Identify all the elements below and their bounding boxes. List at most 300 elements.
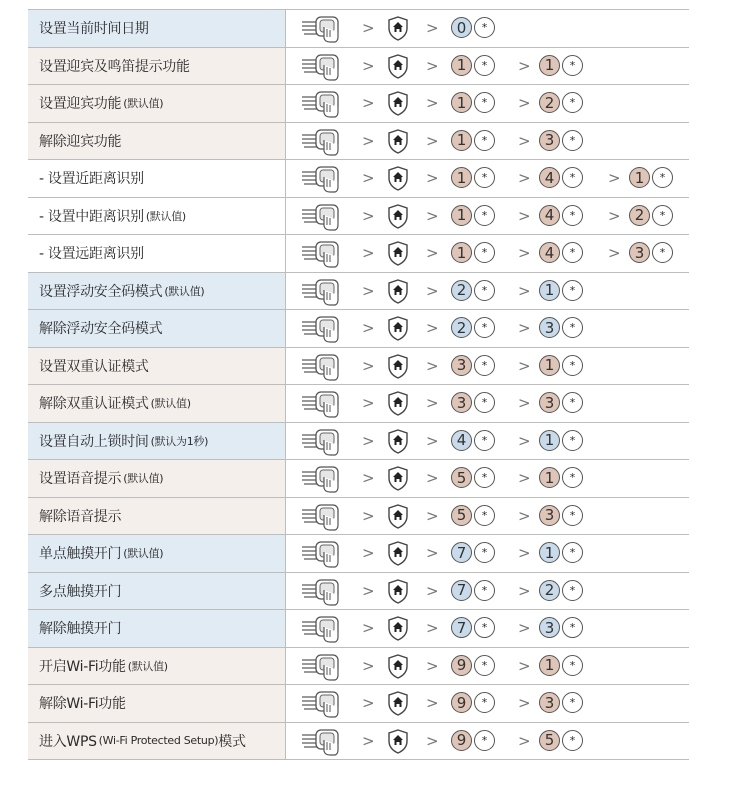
key-sequence — [286, 348, 689, 385]
home-shield-icon — [387, 654, 409, 683]
chevron-right-icon: > — [362, 731, 375, 750]
star-key: * — [474, 280, 495, 301]
table-row — [28, 123, 689, 161]
table-row — [28, 610, 689, 648]
setting-label — [28, 723, 286, 760]
key-press — [451, 617, 495, 638]
key-press — [539, 317, 583, 338]
number-key: 3 — [539, 130, 560, 151]
chevron-right-icon: > — [362, 469, 375, 487]
number-key: 2 — [539, 580, 560, 601]
table-row — [28, 685, 689, 723]
hand-touch-keypad-icon — [300, 615, 344, 647]
key-press — [451, 692, 495, 713]
setting-note: (默认值) — [145, 209, 186, 223]
number-key: 7 — [451, 617, 472, 638]
key-sequence — [286, 610, 689, 647]
key-press — [451, 655, 495, 676]
home-shield-icon — [387, 729, 409, 758]
chevron-right-icon: > — [518, 581, 531, 600]
star-key: * — [562, 355, 583, 376]
key-press — [451, 130, 495, 151]
key-sequence — [286, 10, 689, 47]
number-key: 9 — [451, 655, 472, 676]
setting-label — [28, 498, 286, 535]
star-key: * — [562, 505, 583, 526]
home-shield-icon — [387, 129, 409, 158]
key-press — [451, 505, 495, 526]
star-key: * — [562, 317, 583, 338]
number-key: 1 — [539, 467, 560, 488]
star-key: * — [474, 92, 495, 113]
key-sequence — [286, 385, 689, 422]
chevron-right-icon: > — [518, 694, 531, 712]
chevron-right-icon: > — [362, 169, 375, 187]
star-key: * — [474, 730, 495, 751]
setting-label — [28, 160, 286, 197]
setting-name: 解除Wi-Fi功能 — [39, 696, 126, 713]
chevron-right-icon: > — [362, 94, 375, 112]
key-press — [629, 242, 673, 263]
setting-name: 设置当前时间日期 — [39, 21, 149, 38]
star-key: * — [474, 505, 495, 526]
key-sequence — [286, 498, 689, 535]
chevron-right-icon: > — [518, 319, 531, 337]
chevron-right-icon: > — [362, 244, 375, 262]
table-row — [28, 10, 689, 48]
chevron-right-icon: > — [426, 394, 439, 412]
home-shield-icon — [387, 91, 409, 120]
key-press — [539, 55, 583, 76]
setting-note: (默认值) — [164, 284, 205, 298]
number-key: 2 — [539, 92, 560, 113]
key-sequence — [286, 423, 689, 460]
home-shield-icon — [387, 166, 409, 195]
star-key: * — [474, 17, 495, 38]
key-sequence — [286, 85, 689, 122]
setting-name: 设置语音提示 — [39, 471, 122, 488]
setting-note: (默认值) — [123, 472, 164, 486]
setting-label — [28, 310, 286, 347]
setting-label — [28, 648, 286, 685]
setting-name: 开启Wi-Fi功能 — [39, 658, 126, 675]
chevron-right-icon: > — [362, 656, 375, 675]
number-key: 1 — [539, 655, 560, 676]
table-row — [28, 235, 689, 273]
hand-touch-keypad-icon — [300, 653, 344, 685]
number-key: 5 — [451, 505, 472, 526]
setting-note: (默认值) — [150, 397, 191, 411]
setting-note: (Wi-Fi Protected Setup) — [98, 734, 219, 748]
home-shield-icon — [387, 691, 409, 720]
chevron-right-icon: > — [426, 506, 439, 525]
chevron-right-icon: > — [518, 206, 531, 225]
chevron-right-icon: > — [362, 431, 375, 450]
table-row — [28, 573, 689, 611]
setting-suffix: 模式 — [218, 733, 246, 750]
star-key: * — [474, 655, 495, 676]
hand-touch-keypad-icon — [300, 240, 344, 272]
home-shield-icon — [387, 504, 409, 533]
chevron-right-icon: > — [518, 56, 531, 75]
key-press — [629, 205, 673, 226]
setting-label — [28, 48, 286, 85]
star-key: * — [474, 130, 495, 151]
setting-label — [28, 348, 286, 385]
chevron-right-icon: > — [426, 544, 439, 562]
home-shield-icon — [387, 16, 409, 45]
number-key: 4 — [451, 430, 472, 451]
key-press — [451, 730, 495, 751]
key-sequence — [286, 235, 689, 272]
chevron-right-icon: > — [362, 356, 375, 375]
setting-note: (默认值) — [127, 659, 168, 673]
setting-name: 设置双重认证模式 — [39, 358, 149, 375]
table-row — [28, 273, 689, 311]
key-sequence — [286, 273, 689, 310]
hand-touch-keypad-icon — [300, 465, 344, 497]
key-press — [539, 242, 583, 263]
home-shield-icon — [387, 279, 409, 308]
key-press — [451, 542, 495, 563]
chevron-right-icon: > — [518, 94, 531, 112]
star-key: * — [474, 542, 495, 563]
key-sequence — [286, 573, 689, 610]
star-key: * — [474, 467, 495, 488]
table-row — [28, 423, 689, 461]
number-key: 2 — [451, 280, 472, 301]
hand-touch-keypad-icon — [300, 728, 344, 760]
chevron-right-icon: > — [426, 206, 439, 225]
hand-touch-keypad-icon — [300, 278, 344, 310]
setting-label — [28, 123, 286, 160]
key-press — [539, 205, 583, 226]
chevron-right-icon: > — [518, 731, 531, 750]
key-press — [451, 430, 495, 451]
key-press — [451, 17, 495, 38]
star-key: * — [562, 242, 583, 263]
setting-name: 解除触摸开门 — [39, 621, 122, 638]
hand-touch-keypad-icon — [300, 503, 344, 535]
star-key: * — [474, 242, 495, 263]
chevron-right-icon: > — [518, 244, 531, 262]
table-row — [28, 160, 689, 198]
key-press — [539, 467, 583, 488]
chevron-right-icon: > — [362, 394, 375, 412]
setting-name: 多点触摸开门 — [39, 583, 122, 600]
star-key: * — [562, 130, 583, 151]
key-press — [539, 505, 583, 526]
key-press — [451, 167, 495, 188]
hand-touch-keypad-icon — [300, 578, 344, 610]
star-key: * — [652, 242, 673, 263]
star-key: * — [474, 430, 495, 451]
home-shield-icon — [387, 616, 409, 645]
key-press — [539, 430, 583, 451]
star-key: * — [562, 430, 583, 451]
chevron-right-icon: > — [426, 244, 439, 262]
table-row — [28, 535, 689, 573]
setting-name: - 设置远距离识别 — [39, 246, 144, 263]
setting-name: 设置迎宾功能 — [39, 96, 122, 113]
table-row — [28, 723, 689, 761]
setting-name: - 设置近距离识别 — [39, 171, 144, 188]
key-press — [451, 467, 495, 488]
key-press — [451, 92, 495, 113]
chevron-right-icon: > — [426, 619, 439, 637]
number-key: 1 — [451, 167, 472, 188]
chevron-right-icon: > — [426, 356, 439, 375]
star-key: * — [474, 167, 495, 188]
setting-label — [28, 198, 286, 235]
key-press — [539, 167, 583, 188]
key-sequence — [286, 723, 689, 760]
setting-label — [28, 685, 286, 722]
setting-label — [28, 573, 286, 610]
setting-name: 进入WPS — [39, 733, 97, 750]
star-key: * — [562, 617, 583, 638]
number-key: 1 — [539, 542, 560, 563]
number-key: 3 — [451, 392, 472, 413]
key-press — [539, 580, 583, 601]
number-key: 4 — [539, 205, 560, 226]
chevron-right-icon: > — [426, 581, 439, 600]
star-key: * — [562, 580, 583, 601]
number-key: 5 — [539, 730, 560, 751]
key-press — [539, 542, 583, 563]
chevron-right-icon: > — [518, 356, 531, 375]
star-key: * — [562, 205, 583, 226]
star-key: * — [474, 355, 495, 376]
hand-touch-keypad-icon — [300, 53, 344, 85]
hand-touch-keypad-icon — [300, 353, 344, 385]
chevron-right-icon: > — [426, 731, 439, 750]
number-key: 9 — [451, 730, 472, 751]
home-shield-icon — [387, 429, 409, 458]
number-key: 1 — [539, 55, 560, 76]
key-press — [451, 392, 495, 413]
chevron-right-icon: > — [362, 506, 375, 525]
number-key: 4 — [539, 242, 560, 263]
table-row — [28, 385, 689, 423]
setting-label — [28, 610, 286, 647]
setting-note: (默认为1秒) — [150, 434, 209, 448]
number-key: 2 — [451, 317, 472, 338]
setting-name: 设置迎宾及鸣笛提示功能 — [39, 58, 190, 75]
setting-label — [28, 235, 286, 272]
chevron-right-icon: > — [362, 131, 375, 150]
setting-name: 设置浮动安全码模式 — [39, 283, 163, 300]
setting-name: 设置自动上锁时间 — [39, 433, 149, 450]
number-key: 3 — [539, 617, 560, 638]
setting-label — [28, 460, 286, 497]
home-shield-icon — [387, 204, 409, 233]
chevron-right-icon: > — [426, 131, 439, 150]
number-key: 3 — [539, 317, 560, 338]
hand-touch-keypad-icon — [300, 315, 344, 347]
key-sequence — [286, 310, 689, 347]
table-row — [28, 48, 689, 86]
hand-touch-keypad-icon — [300, 203, 344, 235]
chevron-right-icon: > — [518, 619, 531, 637]
hand-touch-keypad-icon — [300, 15, 344, 47]
home-shield-icon — [387, 241, 409, 270]
chevron-right-icon: > — [426, 169, 439, 187]
number-key: 3 — [629, 242, 650, 263]
chevron-right-icon: > — [362, 544, 375, 562]
key-sequence — [286, 535, 689, 572]
key-press — [539, 130, 583, 151]
chevron-right-icon: > — [426, 469, 439, 487]
key-press — [539, 730, 583, 751]
setting-label — [28, 423, 286, 460]
number-key: 1 — [451, 55, 472, 76]
key-press — [451, 580, 495, 601]
chevron-right-icon: > — [518, 506, 531, 525]
star-key: * — [474, 580, 495, 601]
number-key: 3 — [539, 392, 560, 413]
setting-label — [28, 85, 286, 122]
number-key: 3 — [539, 505, 560, 526]
star-key: * — [562, 92, 583, 113]
number-key: 1 — [539, 355, 560, 376]
key-sequence — [286, 123, 689, 160]
setting-label — [28, 273, 286, 310]
chevron-right-icon: > — [426, 19, 439, 37]
star-key: * — [562, 692, 583, 713]
chevron-right-icon: > — [362, 56, 375, 75]
setting-label — [28, 385, 286, 422]
key-press — [539, 655, 583, 676]
key-sequence — [286, 160, 689, 197]
chevron-right-icon: > — [426, 56, 439, 75]
hand-touch-keypad-icon — [300, 128, 344, 160]
chevron-right-icon: > — [518, 169, 531, 187]
number-key: 1 — [539, 430, 560, 451]
home-shield-icon — [387, 541, 409, 570]
number-key: 1 — [451, 92, 472, 113]
star-key: * — [562, 542, 583, 563]
key-press — [539, 392, 583, 413]
setting-name: 解除浮动安全码模式 — [39, 321, 163, 338]
number-key: 5 — [451, 467, 472, 488]
key-press — [539, 92, 583, 113]
table-row — [28, 648, 689, 686]
table-row — [28, 198, 689, 236]
star-key: * — [474, 205, 495, 226]
home-shield-icon — [387, 54, 409, 83]
star-key: * — [474, 617, 495, 638]
star-key: * — [474, 317, 495, 338]
chevron-right-icon: > — [518, 431, 531, 450]
chevron-right-icon: > — [518, 656, 531, 675]
chevron-right-icon: > — [362, 619, 375, 637]
chevron-right-icon: > — [518, 131, 531, 150]
chevron-right-icon: > — [362, 19, 375, 37]
hand-touch-keypad-icon — [300, 165, 344, 197]
star-key: * — [474, 692, 495, 713]
chevron-right-icon: > — [426, 319, 439, 337]
number-key: 1 — [451, 205, 472, 226]
key-press — [539, 280, 583, 301]
chevron-right-icon: > — [362, 694, 375, 712]
number-key: 2 — [629, 205, 650, 226]
chevron-right-icon: > — [362, 281, 375, 300]
key-sequence — [286, 685, 689, 722]
key-press — [539, 692, 583, 713]
key-press — [539, 617, 583, 638]
number-key: 3 — [451, 355, 472, 376]
chevron-right-icon: > — [426, 94, 439, 112]
chevron-right-icon: > — [518, 544, 531, 562]
home-shield-icon — [387, 466, 409, 495]
key-press — [451, 317, 495, 338]
number-key: 9 — [451, 692, 472, 713]
hand-touch-keypad-icon — [300, 690, 344, 722]
star-key: * — [562, 167, 583, 188]
hand-touch-keypad-icon — [300, 390, 344, 422]
home-shield-icon — [387, 579, 409, 608]
hand-touch-keypad-icon — [300, 540, 344, 572]
key-press — [539, 355, 583, 376]
star-key: * — [652, 205, 673, 226]
key-press — [629, 167, 673, 188]
number-key: 7 — [451, 580, 472, 601]
star-key: * — [562, 467, 583, 488]
star-key: * — [562, 280, 583, 301]
key-press — [451, 55, 495, 76]
home-shield-icon — [387, 354, 409, 383]
settings-table — [28, 9, 689, 760]
key-sequence — [286, 460, 689, 497]
home-shield-icon — [387, 316, 409, 345]
key-sequence — [286, 48, 689, 85]
chevron-right-icon: > — [518, 281, 531, 300]
home-shield-icon — [387, 391, 409, 420]
star-key: * — [474, 55, 495, 76]
chevron-right-icon: > — [608, 169, 621, 187]
chevron-right-icon: > — [608, 206, 621, 225]
setting-name: 解除语音提示 — [39, 508, 122, 525]
chevron-right-icon: > — [362, 581, 375, 600]
chevron-right-icon: > — [362, 319, 375, 337]
star-key: * — [474, 392, 495, 413]
key-press — [451, 242, 495, 263]
number-key: 1 — [629, 167, 650, 188]
number-key: 7 — [451, 542, 472, 563]
table-row — [28, 310, 689, 348]
key-sequence — [286, 198, 689, 235]
number-key: 3 — [539, 692, 560, 713]
setting-note: (默认值) — [123, 97, 164, 111]
number-key: 1 — [539, 280, 560, 301]
star-key: * — [562, 55, 583, 76]
setting-name: 解除迎宾功能 — [39, 133, 122, 150]
table-row — [28, 85, 689, 123]
number-key: 4 — [539, 167, 560, 188]
star-key: * — [652, 167, 673, 188]
chevron-right-icon: > — [362, 206, 375, 225]
setting-name: 解除双重认证模式 — [39, 396, 149, 413]
chevron-right-icon: > — [518, 469, 531, 487]
number-key: 0 — [451, 17, 472, 38]
chevron-right-icon: > — [426, 431, 439, 450]
key-press — [451, 280, 495, 301]
number-key: 1 — [451, 130, 472, 151]
setting-note: (默认值) — [123, 547, 164, 561]
setting-name: 单点触摸开门 — [39, 546, 122, 563]
table-row — [28, 498, 689, 536]
